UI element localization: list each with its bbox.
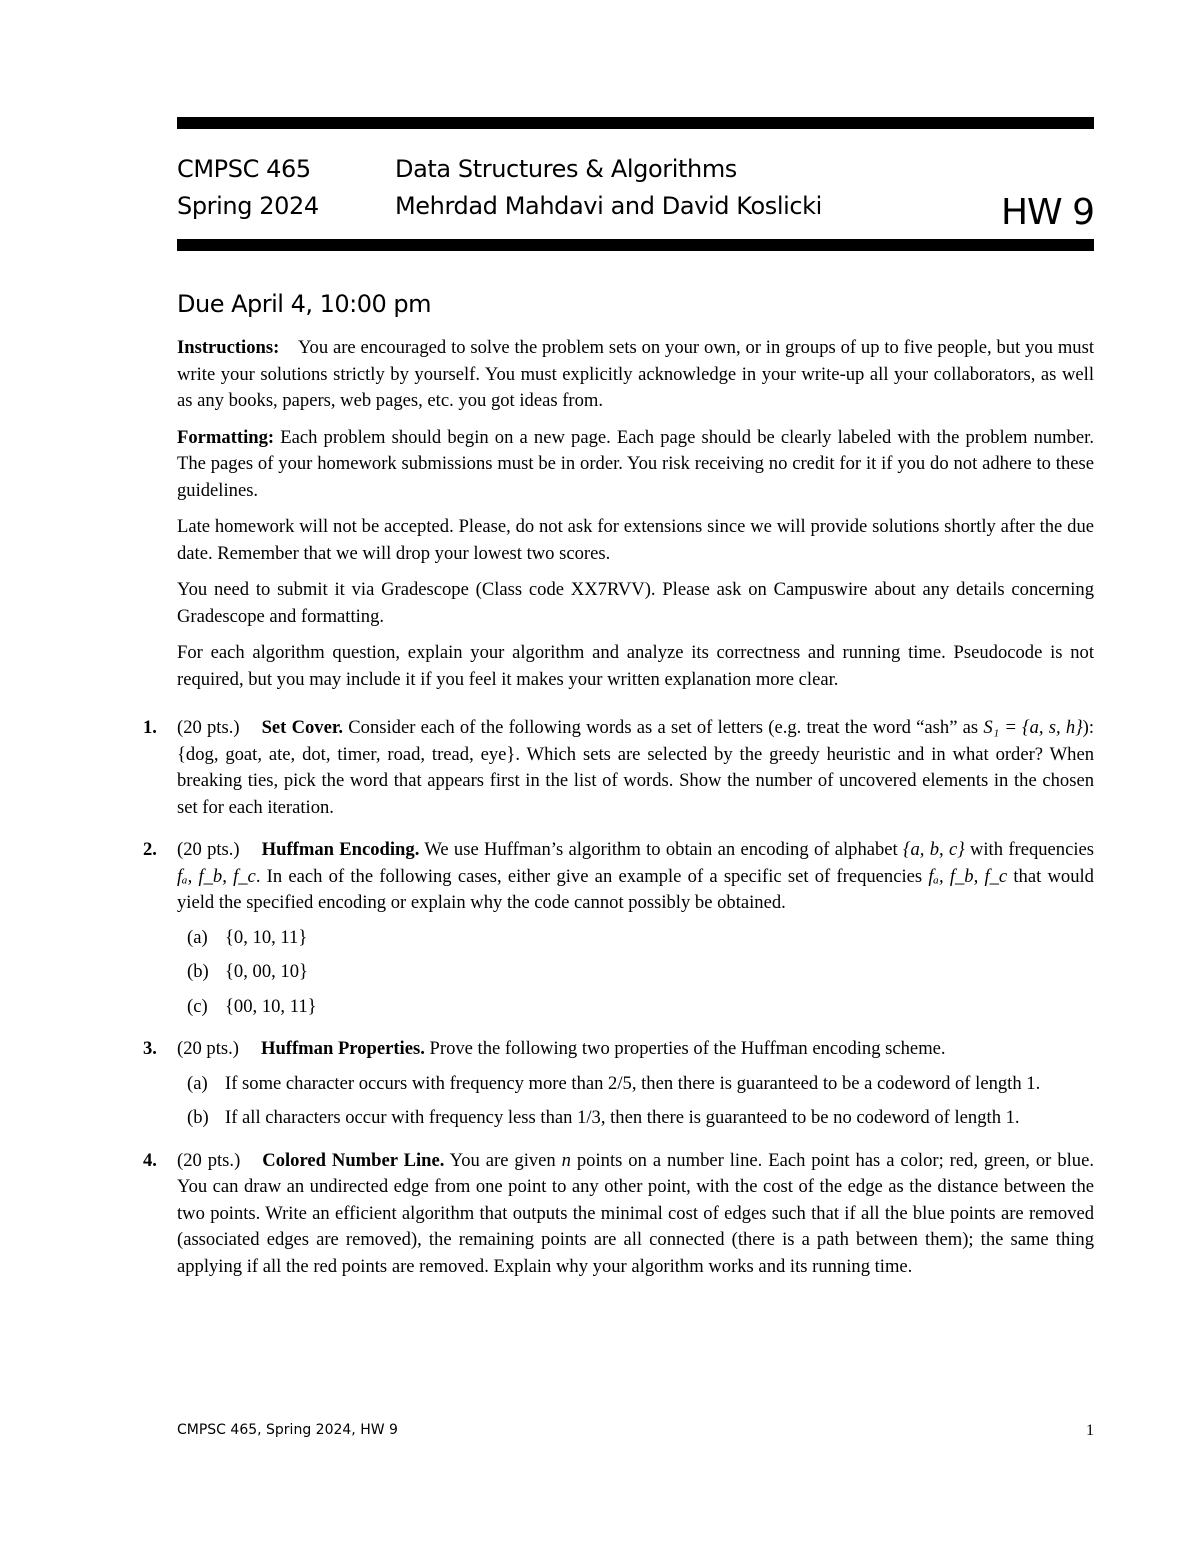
subpart	[177, 959, 1094, 986]
problem-points: (20 pts.)	[177, 1149, 241, 1171]
subpart	[177, 1105, 1094, 1132]
problem-points: (20 pts.)	[177, 717, 240, 738]
submission-info: You need to submit it via Gradescope (Class code XX7RVV). Please ask on Campuswire about any details concerning Gradescope and formatting.	[177, 579, 1094, 627]
problem-text: . In each of the following cases, either give an example of a specific set of frequencies	[255, 865, 929, 887]
problem-text: that would yield the specified encoding or explain why the code cannot possibly be obtained.	[177, 865, 1094, 913]
subpart-label: (c)	[187, 995, 208, 1017]
footer	[177, 1422, 1094, 1438]
subpart	[177, 1071, 1094, 1098]
instructions-text: You are encouraged to solve the problem sets on your own, or in groups of up to five people, but you must write your solutions strictly by yourself. You must explicitly acknowledge in your write-up all your collaborators, as well as any books, papers, web pages, etc. you got ideas from.	[177, 337, 1094, 411]
header	[177, 129, 1094, 239]
footer-label: CMPSC 465, Spring 2024, HW 9	[177, 1422, 398, 1438]
subpart-label: (b)	[187, 961, 209, 982]
subpart	[177, 925, 1094, 952]
problem-points: (20 pts.)	[177, 839, 240, 860]
subpart-label: (b)	[187, 1107, 209, 1128]
formatting-label: Formatting:	[177, 426, 275, 448]
page-content	[143, 117, 1095, 1288]
instructions-label: Instructions:	[177, 337, 280, 358]
subpart-text: {00, 10, 11}	[225, 995, 317, 1017]
problem-text: We use Huffman’s algorithm to obtain an encoding of alphabet	[424, 839, 904, 860]
problem-title: Huffman Properties.	[260, 1038, 425, 1059]
problem-number: 2.	[143, 839, 157, 860]
due-date: Due April 4, 10:00 pm	[177, 290, 432, 318]
math-set-s1: S₁ = {a, s, h}	[983, 717, 1083, 738]
math-frequencies: fₐ, f_b, f_c	[928, 865, 1008, 887]
problem-text: with frequencies	[964, 839, 1095, 860]
problem-number: 3.	[143, 1038, 157, 1059]
problem-number: 1.	[143, 717, 157, 738]
math-alphabet: {a, b, c}	[903, 839, 965, 860]
top-rule	[177, 117, 1094, 129]
subpart	[177, 994, 1094, 1021]
problem-title: Colored Number Line.	[262, 1149, 445, 1171]
formatting-paragraph	[177, 425, 1094, 505]
hw-number: HW 9	[1000, 192, 1094, 233]
subpart-text: If all characters occur with frequency less than 1/3, then there is guaranteed to be no codeword of length 1.	[225, 1107, 1020, 1128]
problem-text: You are given	[449, 1149, 562, 1171]
problem-title: Huffman Encoding.	[261, 839, 420, 860]
instructors: Mehrdad Mahdavi and David Koslicki	[395, 192, 822, 220]
course-title: Data Structures & Algorithms	[395, 155, 737, 183]
problem-text: Consider each of the following words as a set of letters (e.g. treat the word “ash” as	[348, 717, 984, 738]
instructions-paragraph	[177, 335, 1094, 415]
subpart-text: If some character occurs with frequency more than 2/5, then there is guaranteed to be a codeword of length 1.	[225, 1072, 1041, 1094]
problem-1	[143, 715, 1094, 821]
problem-number: 4.	[143, 1149, 157, 1171]
formatting-text: Each problem should begin on a new page. Each page should be clearly labeled with the problem number. The pages of your homework submissions must be in order. You risk receiving no credit for it if you do not adhere to these guidelines.	[177, 426, 1094, 501]
math-frequencies: fₐ, f_b, f_c	[177, 865, 256, 887]
problem-text: points on a number line. Each point has a color; red, green, or blue. You can draw an undirected edge from one point to any other point, with the cost of the edge as the distance between the two points. Write an efficient algorithm that outputs the minimal cost of edges such that if all the blue points are removed (associated edges are removed), the remaining points are all connected (there is a path between them); the same thing applying if all the red points are removed. Explain why your algorithm works and its running time.	[177, 1149, 1094, 1277]
course-code: CMPSC 465	[177, 155, 311, 183]
math-n: n	[561, 1149, 571, 1171]
problem-3	[143, 1036, 1094, 1132]
late-policy: Late homework will not be accepted. Please, do not ask for extensions since we will provide solutions shortly after the due date. Remember that we will drop your lowest two scores.	[177, 516, 1094, 564]
problem-title: Set Cover.	[261, 717, 344, 738]
problem-text: Prove the following two properties of the Huffman encoding scheme.	[429, 1038, 946, 1059]
term: Spring 2024	[177, 192, 319, 220]
subpart-label: (a)	[187, 1072, 208, 1094]
problem-text: ): {dog, goat, ate, dot, timer, road, tread, eye}. Which sets are selected by the greedy heuristic and in what order? When breaking ties, pick the word that appears first in the list of words. Show the number of uncovered elements in the chosen set for each iteration.	[177, 717, 1094, 818]
algorithm-note: For each algorithm question, explain your algorithm and analyze its correctness and running time. Pseudocode is not required, but you may include it if you feel it makes your written explanation more clear.	[177, 642, 1094, 690]
subpart-text: {0, 00, 10}	[225, 961, 308, 982]
page-number: 1	[1086, 1422, 1094, 1439]
bottom-rule	[177, 239, 1094, 251]
subpart-label: (a)	[187, 926, 208, 948]
problem-4	[143, 1148, 1094, 1281]
problem-2	[143, 837, 1095, 1020]
problem-points: (20 pts.)	[177, 1038, 239, 1059]
subpart-text: {0, 10, 11}	[225, 926, 308, 948]
